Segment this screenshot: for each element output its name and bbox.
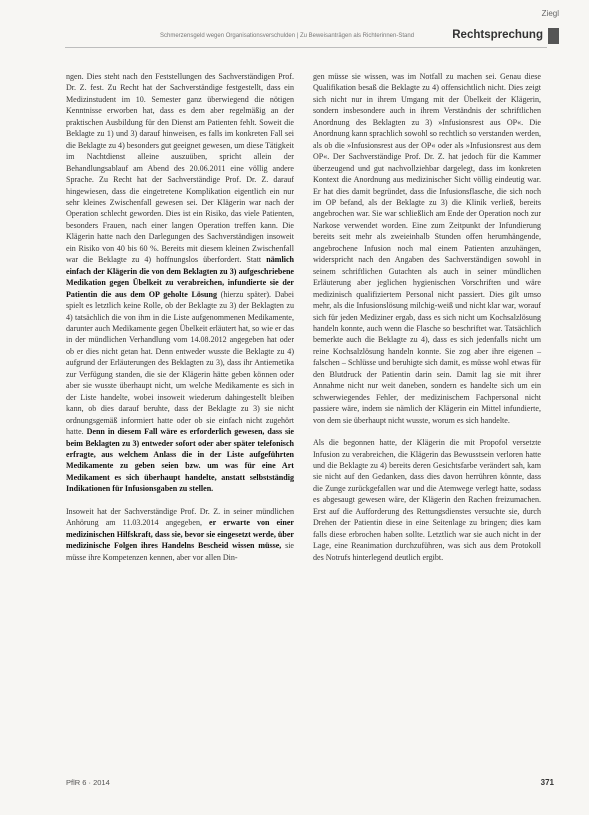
text-run: (hierzu später). Dabei spielt es letztlich keine Rolle, ob der Beklagte zu 3) der Beklagten zu 4) tatsächlich die von ihm in die Liste aufgenommenen Medikamente, darunter auch Medikamente gegen Übelkeit erläutert hat, so wie er das in der mündlichen Verhandlung vom 14.08.2012 angegeben hat oder ob er dies nicht getan hat. Denn entweder wusste die Beklagte zu 4) aufgrund der Erläuterungen des Beklagten zu 3), dass ihr Antiemetika zur Verfügung standen, die sie der Klägerin hätte geben können oder aber sie wusste überhaupt nicht, um welche Medikamente es sich in der Liste handelte, wobei insoweit wiederum dahingestellt bleiben kann, ob dies darauf beruhte, dass der Beklagte zu 3) sie nicht ordnungsgemäß informiert hatte oder ob sie einfach nicht zugehört hatte. xyxy=(66,289,294,437)
left-paragraph-1 xyxy=(66,71,294,495)
text-run: ngen. Dies steht nach den Feststellungen des Sachverständigen Prof. Dr. Z. fest. Zu Recht hat der Sachverständige festgestellt, dass ein Medizinstudent im 10. Semester ganz überwiegend die nötigen Kenntnisse erworben hat, dass es dem aber regelmäßig an der praktischen Ausbildung für den Dienst am Patienten fehlt. Soweit die Beklagte zu 1) und 3) darauf hinweisen, es falls im konkreten Fall sei die Beklagte zu 4) besonders gut geeignet gewesen, um diese Tätigkeit im Nachtdienst alleine auszuüben, spricht allein der Behandlungsablauf am Abend des 20.06.2011 eine völlig andere Sprache. Zu Recht hat der Sachverständige Prof. Dr. Z. darauf hingewiesen, dass die eingetretene Komplikation eigentlich ein nur sehr kleines Zwischenfall gewesen sei. Der Klägerin war nach der Operation schlecht geworden. Dies ist ein Risiko, das viele Patienten, besonders Frauen, nach einer langen Operation treffen kann. Die Klägerin hatte nach den Darlegungen des Sachverständigen insoweit ein Risiko von 40 bis 60 %. Bereits mit diesem kleinen Zwischenfall war die Beklagte zu 4) hoffnungslos überfordert. Statt xyxy=(66,72,295,265)
header-divider xyxy=(65,47,547,48)
section-title: Rechtsprechung xyxy=(452,29,543,41)
left-paragraph-2 xyxy=(66,506,294,563)
running-title: Schmerzensgeld wegen Organisationsverschulden | Zu Beweisanträgen als Richterinnen-Stand xyxy=(160,33,415,39)
text-run: Insoweit hat der Sachverständige Prof. Dr. Z. in seiner mündlichen Anhörung am 11.03.2014 angegeben, xyxy=(66,506,294,528)
right-paragraph-2: Als die begonnen hatte, der Klägerin die mit Propofol versetzte Infusion zu verabreichen, die Klägerin das Bewusstsein verloren hatte und die Beklagte zu 4) bereits deren Gesichtsfarbe verändert sah, kam sie nicht auf den Gedanken, dass dies davon herrühren könnte, dass die Zunge zurückgefallen war und die Atemwege verlegt hatte, sodass es abgesaugt gewesen wäre, der Klägerin den Rachen freizumachen. Erst auf die Aufforderung des Rettungsdienstes versuchte sie, durch Drehen der Patientin diese in eine Seitenlage zu bringen; dies kam falls diese erbrochen haben sollte. Letztlich war sie auch nicht in der Lage, eine Reanimation durchzuführen, was sich aus dem Protokoll des Notrufs hinterlegend deutlich ergibt. xyxy=(313,438,541,562)
page-footer xyxy=(66,778,554,790)
bold-text-run: er erwarte von einer medizinischen Hilfskraft, dass sie, bevor sie eingesetzt werde, über medizinische Folgen ihres Handelns Bescheid wissen müsse, xyxy=(66,518,294,551)
page-header xyxy=(160,28,559,44)
page-tag: Ziegl xyxy=(541,9,559,18)
page-number: 371 xyxy=(540,778,554,787)
left-column xyxy=(66,71,294,563)
section-tab-marker xyxy=(548,28,559,44)
journal-issue: PflR 6 · 2014 xyxy=(66,778,110,787)
bold-text-run: nämlich einfach der Klägerin die von dem Beklagten zu 3) aufgeschriebene Medikation gegen Übelkeit zu verabreichen, infundierte sie der Patientin die aus dem OP geholte Lösung xyxy=(66,255,294,299)
bold-text-run: Denn in diesem Fall wäre es erforderlich gewesen, dass sie beim Beklagten zu 3) entweder sofort oder aber später telefonisch erfragte, aus welchem Anlass die in der Liste aufgeführten Medikamente zu geben seien bzw. um was für eine Art Medikament es sich überhaupt handelte, anstatt selbstständig Indikationen für Infusionsgaben zu stellen. xyxy=(66,427,294,494)
right-paragraph-1: gen müsse sie wissen, was im Notfall zu machen sei. Genau diese Qualifikation besaß die Beklagte zu 4) offensichtlich nicht. Dies zeigt sich nicht nur in ihrem Umgang mit der Übelkeit der Klägerin, sondern insbesondere auch in ihrem Verständnis der schriftlichen Anordnung des Beklagten zu 3) »Infusionsrest aus OP«. Die Anordnung kann sprachlich sowohl so rechtlich so verstanden werden, als ob die »Infusionsrest aus der OP« oder als »Infusionsrest aus dem OP«. Der Sachverständige Prof. Dr. Z. hat jedoch für die Kammer überzeugend und gut nachvollziehbar dargelegt, dass im konkreten Kontext die Anordnung aus medizinischer Sicht völlig eindeutig war. Er hat dies damit begründet, dass die Infusionsflasche, die sich noch im OP befand, als der Beklagte zu 3) die Klinik verließ, bereits angebrochen war. Sie war schließlich am Ende der Operation noch zur Narkose verwendet worden. Eine zum Zeitpunkt der Infundierung bereits seit mehr als zweieinhalb Stunden offen herumhängende, angebrochene Infusion noch mal einem Patienten anzuhängen, widerspricht nach den Angaben des Sachverständigen sowohl in seinem schriftlichen Gutachten als auch in seiner mündlichen Erläuterung aber jeglichen hygienischen Vorschriften und wäre medizinisch qualifiziertem Personal nicht passiert. Dies gilt umso mehr, als die Infusionslösung milchig-weiß und nicht klar war, worauf sich für jeden Mediziner ergab, dass es sich nicht um Kochsalzlösung handeln konnte, auch wenn die Flasche so beschriftet war. Tatsächlich bemerkte auch die Beklagte zu 4), dass es sich jedenfalls nicht um reine Kochsalzlösung handeln konnte. Sie zog aber ihre eigenen – falschen – Schlüsse und beruhigte sich damit, es müsse wohl etwas für den Blutdruck der Patientin darin sein. Damit lag sie mit ihrer Annahme nicht nur weit daneben, sondern es handelte sich um ein schwerwiegendes Fehler, der medizinischem Fachpersonal nicht passiere wäre, indem sie nämlich der Klägerin ein Mittel infundierte, von dem sie überhaupt nicht wusste, worum es sich handelte. xyxy=(313,72,541,425)
right-column xyxy=(313,71,541,563)
text-run: sie müsse ihre Kompetenzen kennen, aber vor allen Din- xyxy=(66,541,295,562)
